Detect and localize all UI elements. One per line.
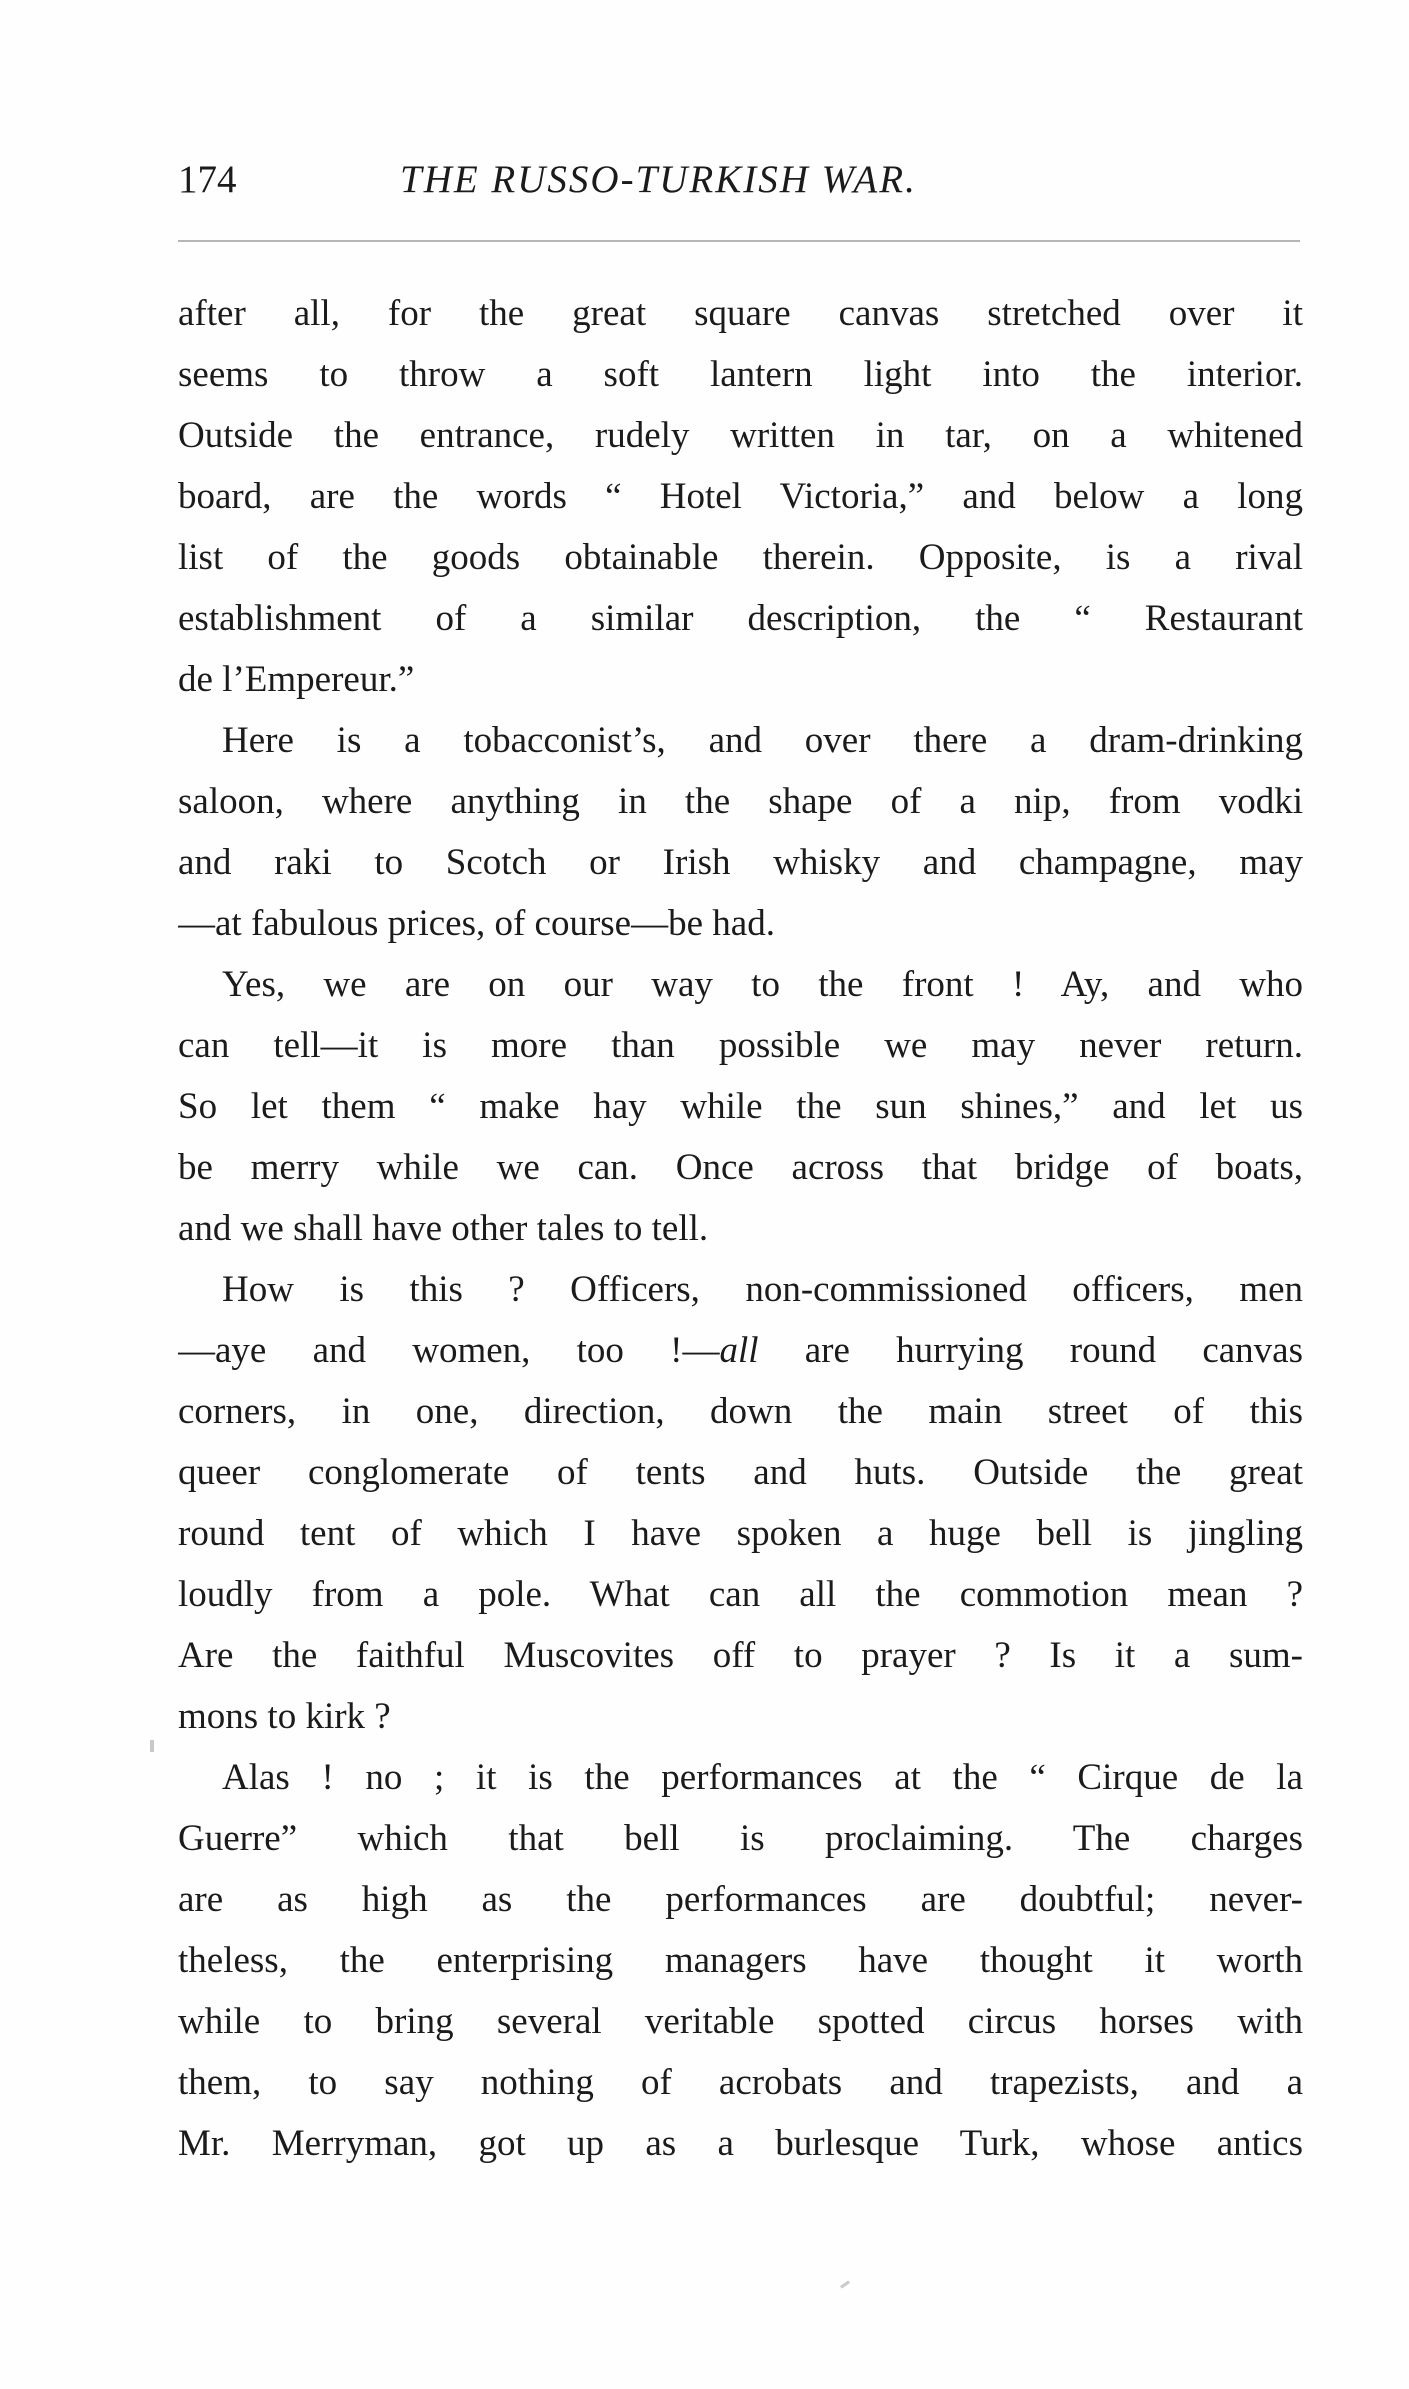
text-line: saloon, where anything in the shape of a nip, from vodki	[178, 781, 1303, 822]
paper-speck	[150, 1740, 154, 1752]
text-line: be merry while we can. Once across that bridge of boats,	[178, 1147, 1303, 1188]
body-text	[178, 283, 1303, 2174]
text-line: So let them “ make hay while the sun shines,” and let us	[178, 1086, 1303, 1127]
text-line: seems to throw a soft lantern light into the interior.	[178, 354, 1303, 395]
text-line: are as high as the performances are doubtful; never-	[178, 1879, 1303, 1920]
text-line: mons to kirk ?	[178, 1696, 391, 1737]
text-line: after all, for the great square canvas stretched over it	[178, 293, 1303, 334]
text-line: Mr. Merryman, got up as a burlesque Turk, whose antics	[178, 2123, 1303, 2164]
text-line: board, are the words “ Hotel Victoria,” and below a long	[178, 476, 1303, 517]
paper-speck	[840, 2280, 850, 2288]
text-line: corners, in one, direction, down the main street of this	[178, 1391, 1303, 1432]
paragraph-first-line: Alas ! no ; it is the performances at the “ Cirque de la	[222, 1757, 1303, 1798]
text-line: Outside the entrance, rudely written in tar, on a whitened	[178, 415, 1303, 456]
paragraph-first-line: Here is a tobacconist’s, and over there a dram-drinking	[222, 720, 1303, 761]
paragraph-first-line: Yes, we are on our way to the front ! Ay, and who	[222, 964, 1303, 1005]
text-line: and raki to Scotch or Irish whisky and champagne, may	[178, 842, 1303, 883]
text-run: —aye and women, too !—	[178, 1330, 720, 1371]
text-run: are hurrying round canvas	[758, 1330, 1303, 1371]
header-rule	[178, 240, 1300, 242]
text-line	[178, 1320, 1303, 1381]
text-line: list of the goods obtainable therein. Opposite, is a rival	[178, 537, 1303, 578]
text-line: can tell—it is more than possible we may never return.	[178, 1025, 1303, 1066]
running-head	[178, 150, 1303, 210]
text-line: —at fabulous prices, of course—be had.	[178, 903, 775, 944]
text-line: them, to say nothing of acrobats and trapezists, and a	[178, 2062, 1303, 2103]
text-line: and we shall have other tales to tell.	[178, 1208, 709, 1249]
text-line: de l’Empereur.”	[178, 659, 415, 700]
text-line: round tent of which I have spoken a huge bell is jingling	[178, 1513, 1303, 1554]
text-line: theless, the enterprising managers have thought it worth	[178, 1940, 1303, 1981]
text-line: establishment of a similar description, the “ Restaurant	[178, 598, 1303, 639]
text-line: queer conglomerate of tents and huts. Outside the great	[178, 1452, 1303, 1493]
page-number: 174	[178, 158, 237, 201]
text-line: while to bring several veritable spotted circus horses with	[178, 2001, 1303, 2042]
running-title: THE RUSSO-TURKISH WAR.	[400, 158, 917, 201]
paragraph-first-line: How is this ? Officers, non-commissioned officers, men	[222, 1269, 1303, 1310]
text-line: Are the faithful Muscovites off to prayer ? Is it a sum-	[178, 1635, 1303, 1676]
italic-word: all	[719, 1330, 759, 1371]
text-line: loudly from a pole. What can all the commotion mean ?	[178, 1574, 1303, 1615]
text-line: Guerre” which that bell is proclaiming. The charges	[178, 1818, 1303, 1859]
